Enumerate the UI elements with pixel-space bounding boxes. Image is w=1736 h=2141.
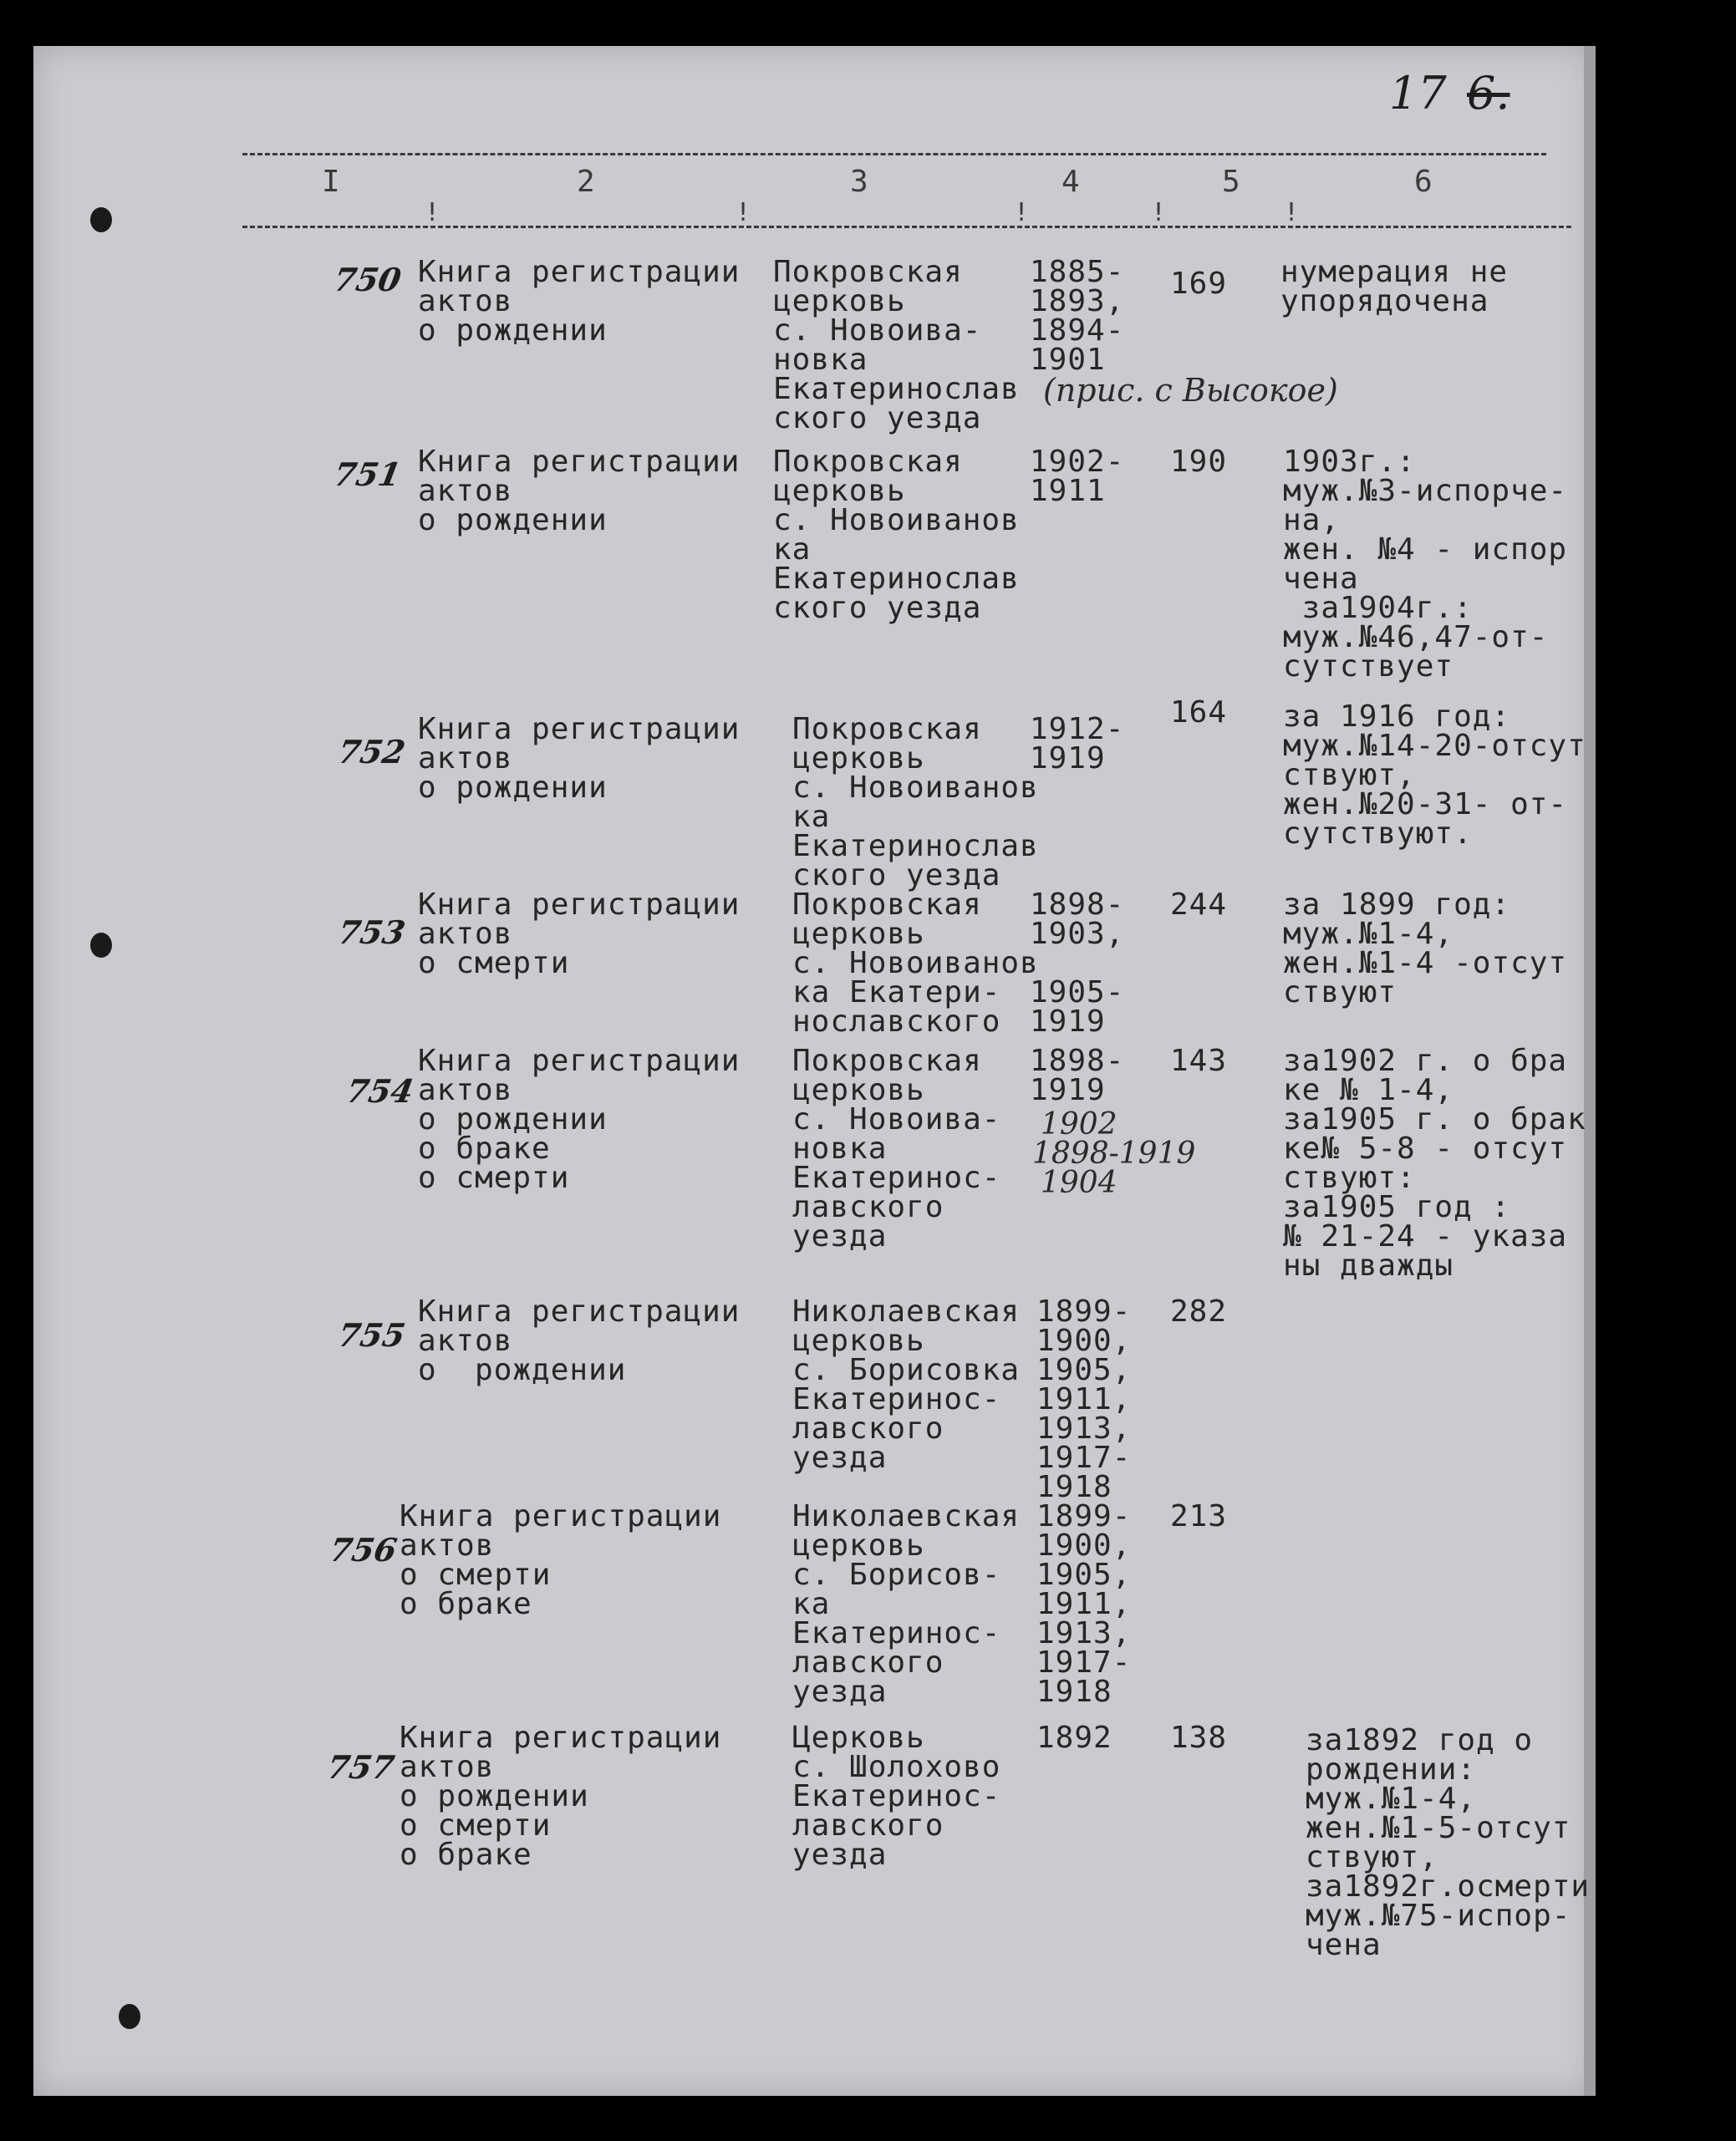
row-years-line: 1900, [1036, 1324, 1132, 1358]
row-place-line: церковь [792, 1073, 925, 1107]
column-separator: ! [1014, 198, 1030, 227]
column-header-6: 6 [1414, 165, 1433, 199]
row-place-line: ка [792, 800, 831, 834]
header-rule-bottom [242, 226, 1571, 228]
row-years-line: 1905, [1036, 1558, 1132, 1592]
row-title-line: актов [400, 1750, 495, 1784]
row-note-line: муж.№1-4, [1283, 917, 1454, 951]
row-count: 190 [1170, 445, 1228, 479]
row-note-line: ке№ 5-8 - отсут [1283, 1132, 1568, 1166]
row-note-line: 1903г.: [1283, 445, 1416, 479]
row-place-line: Екатеринос- [792, 1616, 1001, 1650]
row-years-line: 1917- [1036, 1645, 1132, 1680]
row-place-line: ка Екатери- [792, 975, 1001, 1009]
row-note-line: за1905 г. о брак [1283, 1102, 1586, 1137]
row-count: 213 [1170, 1499, 1228, 1533]
row-place-line: Покровская [792, 1044, 982, 1078]
row-place-line: с. Борисов- [792, 1558, 1001, 1592]
row-note-line: ке № 1-4, [1283, 1073, 1454, 1107]
row-title-line: о рождении [418, 1353, 627, 1387]
row-note-line: сутствуют. [1283, 816, 1473, 851]
row-title-line: Книга регистрации [418, 1294, 741, 1329]
row-count: 169 [1170, 267, 1228, 301]
row-place-line: с. Новоива- [792, 1102, 1001, 1137]
row-years-line: 1899- [1036, 1294, 1132, 1329]
page-number-mark: 17 [1389, 67, 1447, 120]
row-title-line: актов [418, 284, 513, 318]
row-number: 755 [335, 1316, 409, 1354]
row-note-line: муж.№3-испорче- [1283, 474, 1568, 508]
row-number: 754 [344, 1072, 417, 1110]
row-years-line: 1898- [1030, 1044, 1125, 1078]
row-years-line: 1885- [1030, 255, 1125, 289]
row-title-line: Книга регистрации [400, 1499, 722, 1533]
row-place-line: уезда [792, 1675, 888, 1709]
row-place-line: лавского [792, 1411, 944, 1446]
row-note-line: за 1916 год: [1283, 699, 1511, 734]
row-number: 752 [335, 733, 409, 770]
row-years-line: 1892 [1036, 1721, 1112, 1755]
column-header-3: 3 [850, 165, 868, 199]
row-number: 750 [331, 261, 405, 298]
row-place-line: Екатеринос- [792, 1779, 1001, 1813]
row-place-line: ского уезда [773, 591, 982, 625]
row-title-line: актов [400, 1528, 495, 1563]
row-title-line: о рождении [418, 770, 608, 805]
row-title-line: Книга регистрации [418, 255, 741, 289]
row-note-line: за1892г.осмерти [1306, 1869, 1591, 1904]
row-note-line: муж.№14-20-отсут [1283, 729, 1586, 763]
row-note-line: за1902 г. о бра [1283, 1044, 1568, 1078]
row-number: 753 [335, 913, 409, 951]
row-place-line: уезда [792, 1219, 888, 1254]
row-years-line: 1911 [1030, 474, 1106, 508]
row-title-line: актов [418, 1324, 513, 1358]
row-place-line: с. Шолохово [792, 1750, 1001, 1784]
row-place-line: Церковь [792, 1721, 925, 1755]
row-years-line: 1911, [1036, 1382, 1132, 1416]
row-place-line: новка [792, 1132, 888, 1166]
row-note-line: жен.№1-5-отсут [1306, 1811, 1571, 1845]
row-place-line: с. Новоиванов [792, 946, 1039, 980]
column-header-4: 4 [1061, 165, 1080, 199]
row-title-line: о рождении [418, 503, 608, 537]
column-separator: ! [425, 198, 440, 227]
row-note-line: упорядочена [1280, 284, 1489, 318]
row-place-line: уезда [792, 1838, 888, 1872]
row-note-line: чена [1283, 562, 1359, 596]
row-years-line: 1894- [1030, 313, 1125, 348]
row-place-line: ка [792, 1587, 831, 1621]
row-note-line: муж.№75-испор- [1306, 1899, 1571, 1933]
row-place-line: ского уезда [773, 401, 982, 435]
row-place-line: новка [773, 343, 868, 377]
row-count: 164 [1170, 695, 1228, 730]
row-title-line: актов [418, 1073, 513, 1107]
row-number: 756 [327, 1531, 400, 1569]
row-title-line: Книга регистрации [400, 1721, 722, 1755]
row-note-line: чена [1306, 1928, 1382, 1962]
row-note-line: ствуют: [1283, 1161, 1416, 1195]
row-place-line: церковь [792, 1324, 925, 1358]
row-title-line: о браке [400, 1838, 532, 1872]
row-title-line: о смерти [400, 1808, 552, 1843]
row-years-line: 1893, [1030, 284, 1125, 318]
row-title-line: актов [418, 917, 513, 951]
row-count: 244 [1170, 887, 1228, 922]
handwritten-note: (прис. с Высокое) [1043, 372, 1338, 409]
row-years-line: 1917- [1036, 1441, 1132, 1475]
handwritten-years: 1904 [1041, 1166, 1117, 1200]
row-note-line: нумерация не [1280, 255, 1509, 289]
row-place-line: лавского [792, 1190, 944, 1224]
row-years-line: 1912- [1030, 712, 1125, 746]
row-note-line: на, [1283, 503, 1341, 537]
row-note-line: за1892 год о [1306, 1723, 1534, 1757]
row-years-line: 1899- [1036, 1499, 1132, 1533]
row-title-line: Книга регистрации [418, 712, 741, 746]
punch-hole [90, 207, 112, 232]
row-place-line: лавского [792, 1808, 944, 1843]
row-number: 751 [331, 455, 405, 493]
row-place-line: Покровская [792, 712, 982, 746]
row-note-line: рождении: [1306, 1752, 1477, 1787]
row-note-line: ны дважды [1283, 1248, 1454, 1283]
row-years-line: 1913, [1036, 1411, 1132, 1446]
row-years-line: 1905- [1030, 975, 1125, 1009]
row-count: 138 [1170, 1721, 1228, 1755]
handwritten-years: 1898-1919 [1032, 1137, 1196, 1171]
row-title-line: Книга регистрации [418, 445, 741, 479]
row-note-line: муж.№1-4, [1306, 1782, 1477, 1816]
page-number-struck: 6. [1467, 67, 1510, 120]
row-place-line: Екатеринос- [792, 1161, 1001, 1195]
row-note-line: жен.№20-31- от- [1283, 787, 1568, 821]
row-years-line: 1898- [1030, 887, 1125, 922]
row-note-line: ствуют [1283, 975, 1397, 1009]
row-place-line: Екатеринослав [773, 562, 1020, 596]
row-place-line: с. Новоиванов [792, 770, 1039, 805]
row-title-line: о смерти [418, 946, 570, 980]
row-place-line: с. Новоива- [773, 313, 982, 348]
row-note-line: № 21-24 - указа [1283, 1219, 1568, 1254]
row-title-line: Книга регистрации [418, 887, 741, 922]
row-years-line: 1911, [1036, 1587, 1132, 1621]
row-note-line: жен. №4 - испор [1283, 532, 1568, 567]
row-place-line: Покровская [773, 445, 963, 479]
row-note-line: за1905 год : [1283, 1190, 1511, 1224]
row-title-line: о смерти [400, 1558, 552, 1592]
row-count: 143 [1170, 1044, 1228, 1078]
column-separator: ! [1284, 198, 1300, 227]
punch-hole [90, 933, 112, 958]
row-note-line: за1904г.: [1283, 591, 1473, 625]
row-place-line: Екатеринослав [792, 829, 1039, 863]
column-header-2: 2 [577, 165, 595, 199]
row-note-line: ствуют, [1283, 758, 1416, 792]
column-header-5: 5 [1222, 165, 1240, 199]
row-place-line: с. Борисовка [792, 1353, 1021, 1387]
row-place-line: нославского [792, 1004, 1001, 1039]
row-note-line: за 1899 год: [1283, 887, 1511, 922]
row-years-line: 1900, [1036, 1528, 1132, 1563]
row-note-line: жен.№1-4 -отсут [1283, 946, 1568, 980]
row-place-line: Николаевская [792, 1499, 1021, 1533]
row-place-line: ского уезда [792, 858, 1001, 893]
row-title-line: о браке [400, 1587, 532, 1621]
row-place-line: Екатеринослав [773, 372, 1020, 406]
row-place-line: лавского [792, 1645, 944, 1680]
row-years-line: 1918 [1036, 1470, 1112, 1504]
row-title-line: о рождении [418, 313, 608, 348]
row-note-line: ствуют, [1306, 1840, 1438, 1874]
row-place-line: с. Новоиванов [773, 503, 1020, 537]
row-title-line: Книга регистрации [418, 1044, 741, 1078]
row-years-line: 1902- [1030, 445, 1125, 479]
column-separator: ! [1151, 198, 1167, 227]
row-place-line: церковь [773, 284, 906, 318]
row-place-line: уезда [792, 1441, 888, 1475]
punch-hole [119, 2004, 140, 2029]
row-years-line: 1919 [1030, 1073, 1106, 1107]
row-title-line: о браке [418, 1132, 551, 1166]
row-years-line: 1913, [1036, 1616, 1132, 1650]
row-note-line: муж.№46,47-от- [1283, 620, 1549, 654]
row-place-line: церковь [792, 917, 925, 951]
row-place-line: церковь [773, 474, 906, 508]
row-place-line: церковь [792, 1528, 925, 1563]
row-years-line: 1905, [1036, 1353, 1132, 1387]
column-separator: ! [736, 198, 751, 227]
row-number: 757 [324, 1748, 398, 1786]
page-edge [1584, 46, 1596, 2096]
row-years-line: 1919 [1030, 741, 1106, 776]
row-place-line: Покровская [792, 887, 982, 922]
row-place-line: Покровская [773, 255, 963, 289]
handwritten-years: 1902 [1041, 1107, 1117, 1142]
row-place-line: Николаевская [792, 1294, 1021, 1329]
row-place-line: ка [773, 532, 812, 567]
row-count: 282 [1170, 1294, 1228, 1329]
row-years-line: 1919 [1030, 1004, 1106, 1039]
row-title-line: о рождении [418, 1102, 608, 1137]
row-years-line: 1903, [1030, 917, 1125, 951]
row-years-line: 1901 [1030, 343, 1106, 377]
header-rule-top [242, 153, 1546, 155]
row-note-line: сутствует [1283, 649, 1454, 684]
row-place-line: церковь [792, 741, 925, 776]
row-title-line: актов [418, 474, 513, 508]
column-header-1: I [322, 165, 340, 199]
row-place-line: Екатеринос- [792, 1382, 1001, 1416]
row-title-line: актов [418, 741, 513, 776]
row-title-line: о рождении [400, 1779, 589, 1813]
row-years-line: 1918 [1036, 1675, 1112, 1709]
row-title-line: о смерти [418, 1161, 570, 1195]
